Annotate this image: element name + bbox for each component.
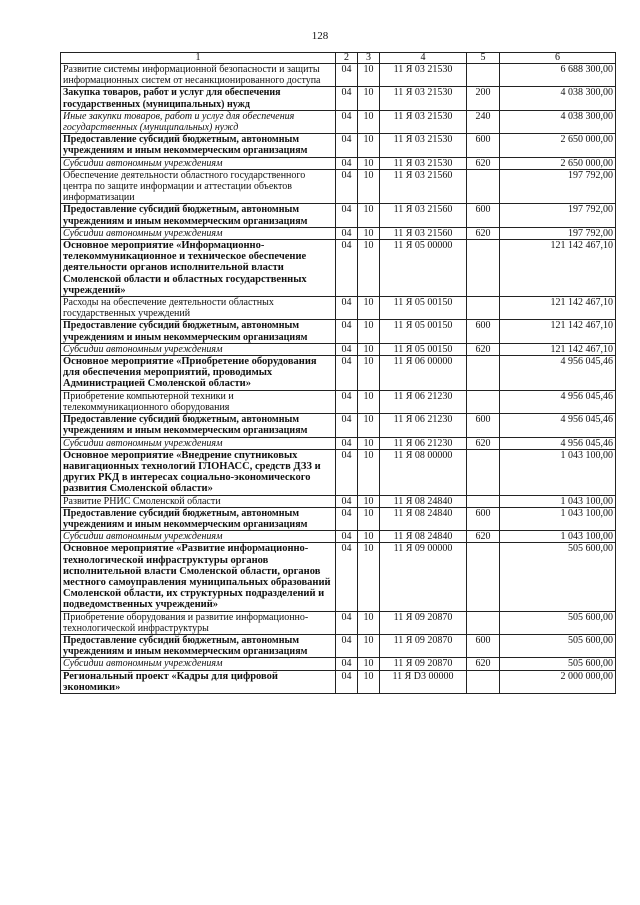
row-amount: 1 043 100,00	[500, 495, 616, 507]
row-target-code: 11 Я 06 21230	[380, 414, 467, 437]
row-name: Предоставление субсидий бюджетным, автономным учреждениям и иным некоммерческим организациям	[61, 507, 336, 530]
row-name: Предоставление субсидий бюджетным, автономным учреждениям и иным некоммерческим организациям	[61, 134, 336, 157]
row-name: Приобретение компьютерной техники и телекоммуникационного оборудования	[61, 390, 336, 413]
table-row	[61, 611, 616, 634]
row-name: Развитие РНИС Смоленской области	[61, 495, 336, 507]
row-target-code: 11 Я 03 21530	[380, 157, 467, 169]
row-amount: 121 142 467,10	[500, 343, 616, 355]
row-subsection: 10	[358, 297, 380, 320]
row-amount: 4 038 300,00	[500, 87, 616, 110]
table-row	[61, 227, 616, 239]
row-name: Основное мероприятие «Внедрение спутниковых навигационных технологий ГЛОНАСС, средств ДЗЗ и других РКД в интересах социально-экономического развития Смоленской области»	[61, 449, 336, 495]
row-section: 04	[336, 320, 358, 343]
row-expense-type: 620	[467, 227, 500, 239]
row-subsection: 10	[358, 495, 380, 507]
row-target-code: 11 Я 09 00000	[380, 543, 467, 611]
table-row	[61, 169, 616, 204]
row-amount: 4 956 045,46	[500, 414, 616, 437]
row-name: Основное мероприятие «Информационно-телекоммуникационное и техническое обеспечение деятельности органов исполнительной власти Смоленской области и областных государственных учреждений»	[61, 240, 336, 297]
row-name: Субсидии автономным учреждениям	[61, 658, 336, 670]
row-expense-type: 620	[467, 658, 500, 670]
row-expense-type	[467, 495, 500, 507]
row-target-code: 11 Я 03 21560	[380, 169, 467, 204]
table-row	[61, 110, 616, 133]
row-section: 04	[336, 356, 358, 391]
page-number: 128	[311, 30, 329, 42]
row-section: 04	[336, 449, 358, 495]
row-name: Субсидии автономным учреждениям	[61, 227, 336, 239]
row-subsection: 10	[358, 390, 380, 413]
row-section: 04	[336, 64, 358, 87]
row-expense-type	[467, 611, 500, 634]
budget-table	[60, 52, 616, 694]
row-section: 04	[336, 611, 358, 634]
row-amount: 1 043 100,00	[500, 507, 616, 530]
row-section: 04	[336, 507, 358, 530]
table-row	[61, 507, 616, 530]
row-amount: 197 792,00	[500, 204, 616, 227]
table-row	[61, 157, 616, 169]
row-amount: 197 792,00	[500, 227, 616, 239]
row-name: Предоставление субсидий бюджетным, автономным учреждениям и иным некоммерческим организациям	[61, 634, 336, 657]
row-section: 04	[336, 204, 358, 227]
row-subsection: 10	[358, 227, 380, 239]
row-subsection: 10	[358, 169, 380, 204]
header-row	[61, 53, 616, 64]
row-section: 04	[336, 227, 358, 239]
row-section: 04	[336, 110, 358, 133]
row-amount: 4 038 300,00	[500, 110, 616, 133]
row-amount: 4 956 045,46	[500, 437, 616, 449]
row-section: 04	[336, 437, 358, 449]
header-col-1: 1	[61, 53, 336, 64]
row-target-code: 11 Я 03 21560	[380, 204, 467, 227]
table-row	[61, 320, 616, 343]
row-name: Субсидии автономным учреждениям	[61, 157, 336, 169]
row-amount: 197 792,00	[500, 169, 616, 204]
row-name: Предоставление субсидий бюджетным, автономным учреждениям и иным некоммерческим организациям	[61, 414, 336, 437]
header-col-2: 2	[336, 53, 358, 64]
row-target-code: 11 Я 05 00150	[380, 320, 467, 343]
row-name: Обеспечение деятельности областного государственного центра по защите информации и аттестации объектов информатизации	[61, 169, 336, 204]
row-section: 04	[336, 157, 358, 169]
row-amount: 505 600,00	[500, 611, 616, 634]
table-row	[61, 356, 616, 391]
row-section: 04	[336, 297, 358, 320]
row-target-code: 11 Я 08 00000	[380, 449, 467, 495]
row-target-code: 11 Я 06 21230	[380, 437, 467, 449]
row-target-code: 11 Я 08 24840	[380, 507, 467, 530]
row-section: 04	[336, 134, 358, 157]
row-name: Приобретение оборудования и развитие информационно-технологической инфраструктуры	[61, 611, 336, 634]
row-amount: 121 142 467,10	[500, 240, 616, 297]
row-name: Субсидии автономным учреждениям	[61, 437, 336, 449]
row-expense-type: 620	[467, 343, 500, 355]
row-subsection: 10	[358, 414, 380, 437]
row-subsection: 10	[358, 531, 380, 543]
table-row	[61, 240, 616, 297]
row-expense-type	[467, 390, 500, 413]
row-target-code: 11 Я 06 21230	[380, 390, 467, 413]
header-col-3: 3	[358, 53, 380, 64]
table-row	[61, 449, 616, 495]
table-row	[61, 495, 616, 507]
row-expense-type	[467, 169, 500, 204]
row-subsection: 10	[358, 449, 380, 495]
row-section: 04	[336, 169, 358, 204]
row-name: Предоставление субсидий бюджетным, автономным учреждениям и иным некоммерческим организациям	[61, 320, 336, 343]
row-name: Региональный проект «Кадры для цифровой экономики»	[61, 670, 336, 693]
row-amount: 4 956 045,46	[500, 390, 616, 413]
row-expense-type: 600	[467, 134, 500, 157]
row-expense-type	[467, 543, 500, 611]
header-col-5: 5	[467, 53, 500, 64]
row-subsection: 10	[358, 670, 380, 693]
row-subsection: 10	[358, 157, 380, 169]
table-row	[61, 87, 616, 110]
row-name: Субсидии автономным учреждениям	[61, 531, 336, 543]
table-row	[61, 343, 616, 355]
row-target-code: 11 Я 03 21530	[380, 87, 467, 110]
row-amount: 2 650 000,00	[500, 134, 616, 157]
row-amount: 2 650 000,00	[500, 157, 616, 169]
row-name: Закупка товаров, работ и услуг для обеспечения государственных (муниципальных) нужд	[61, 87, 336, 110]
row-expense-type	[467, 64, 500, 87]
row-amount: 2 000 000,00	[500, 670, 616, 693]
row-amount: 505 600,00	[500, 634, 616, 657]
row-section: 04	[336, 414, 358, 437]
row-subsection: 10	[358, 204, 380, 227]
row-subsection: 10	[358, 343, 380, 355]
row-name: Расходы на обеспечение деятельности областных государственных учреждений	[61, 297, 336, 320]
row-expense-type: 600	[467, 634, 500, 657]
header-col-6: 6	[500, 53, 616, 64]
row-subsection: 10	[358, 356, 380, 391]
row-section: 04	[336, 87, 358, 110]
row-amount: 121 142 467,10	[500, 297, 616, 320]
row-section: 04	[336, 390, 358, 413]
row-expense-type	[467, 670, 500, 693]
row-name: Иные закупки товаров, работ и услуг для обеспечения государственных (муниципальных) нужд	[61, 110, 336, 133]
row-section: 04	[336, 343, 358, 355]
row-subsection: 10	[358, 658, 380, 670]
row-target-code: 11 Я 03 21530	[380, 134, 467, 157]
header-col-4: 4	[380, 53, 467, 64]
row-subsection: 10	[358, 240, 380, 297]
row-section: 04	[336, 531, 358, 543]
table-row	[61, 543, 616, 611]
row-subsection: 10	[358, 507, 380, 530]
table-row	[61, 414, 616, 437]
row-expense-type	[467, 240, 500, 297]
row-expense-type	[467, 449, 500, 495]
row-target-code: 11 Я 06 00000	[380, 356, 467, 391]
row-target-code: 11 Я 05 00150	[380, 297, 467, 320]
row-target-code: 11 Я 09 20870	[380, 634, 467, 657]
row-expense-type: 620	[467, 437, 500, 449]
row-subsection: 10	[358, 134, 380, 157]
row-target-code: 11 Я 09 20870	[380, 658, 467, 670]
row-name: Основное мероприятие «Приобретение оборудования для обеспечения мероприятий, проводимых Администрацией Смоленской области»	[61, 356, 336, 391]
row-name: Предоставление субсидий бюджетным, автономным учреждениям и иным некоммерческим организациям	[61, 204, 336, 227]
row-amount: 505 600,00	[500, 543, 616, 611]
row-amount: 1 043 100,00	[500, 531, 616, 543]
row-section: 04	[336, 670, 358, 693]
row-expense-type: 600	[467, 507, 500, 530]
row-expense-type: 620	[467, 157, 500, 169]
row-expense-type: 600	[467, 414, 500, 437]
row-subsection: 10	[358, 437, 380, 449]
row-section: 04	[336, 543, 358, 611]
table-row	[61, 531, 616, 543]
row-subsection: 10	[358, 634, 380, 657]
row-expense-type: 620	[467, 531, 500, 543]
row-target-code: 11 Я 03 21530	[380, 110, 467, 133]
row-name: Развитие системы информационной безопасности и защиты информационных систем от несанкционированного доступа	[61, 64, 336, 87]
row-section: 04	[336, 240, 358, 297]
row-target-code: 11 Я 09 20870	[380, 611, 467, 634]
row-subsection: 10	[358, 320, 380, 343]
row-target-code: 11 Я 08 24840	[380, 495, 467, 507]
row-name: Субсидии автономным учреждениям	[61, 343, 336, 355]
row-amount: 1 043 100,00	[500, 449, 616, 495]
row-expense-type: 200	[467, 87, 500, 110]
table-row	[61, 390, 616, 413]
table-row	[61, 64, 616, 87]
row-amount: 121 142 467,10	[500, 320, 616, 343]
table-row	[61, 204, 616, 227]
row-target-code: 11 Я 05 00150	[380, 343, 467, 355]
row-amount: 4 956 045,46	[500, 356, 616, 391]
row-subsection: 10	[358, 543, 380, 611]
table-row	[61, 658, 616, 670]
row-target-code: 11 Я 08 24840	[380, 531, 467, 543]
row-target-code: 11 Я 03 21530	[380, 64, 467, 87]
table-row	[61, 134, 616, 157]
row-section: 04	[336, 634, 358, 657]
row-expense-type: 600	[467, 204, 500, 227]
row-expense-type: 240	[467, 110, 500, 133]
table-row	[61, 634, 616, 657]
row-expense-type	[467, 356, 500, 391]
row-amount: 505 600,00	[500, 658, 616, 670]
row-amount: 6 688 300,00	[500, 64, 616, 87]
row-subsection: 10	[358, 110, 380, 133]
row-section: 04	[336, 658, 358, 670]
row-target-code: 11 Я 03 21560	[380, 227, 467, 239]
row-expense-type	[467, 297, 500, 320]
row-target-code: 11 Я D3 00000	[380, 670, 467, 693]
table-row	[61, 437, 616, 449]
row-subsection: 10	[358, 64, 380, 87]
row-subsection: 10	[358, 87, 380, 110]
table-row	[61, 297, 616, 320]
table-row	[61, 670, 616, 693]
row-subsection: 10	[358, 611, 380, 634]
row-section: 04	[336, 495, 358, 507]
row-target-code: 11 Я 05 00000	[380, 240, 467, 297]
row-name: Основное мероприятие «Развитие информационно-технологической инфраструктуры органов исполнительной власти Смоленской области, органов местного самоуправления муниципальных образований Смоленской области, их структурных подразделений и подведомственных учреждений»	[61, 543, 336, 611]
row-expense-type: 600	[467, 320, 500, 343]
